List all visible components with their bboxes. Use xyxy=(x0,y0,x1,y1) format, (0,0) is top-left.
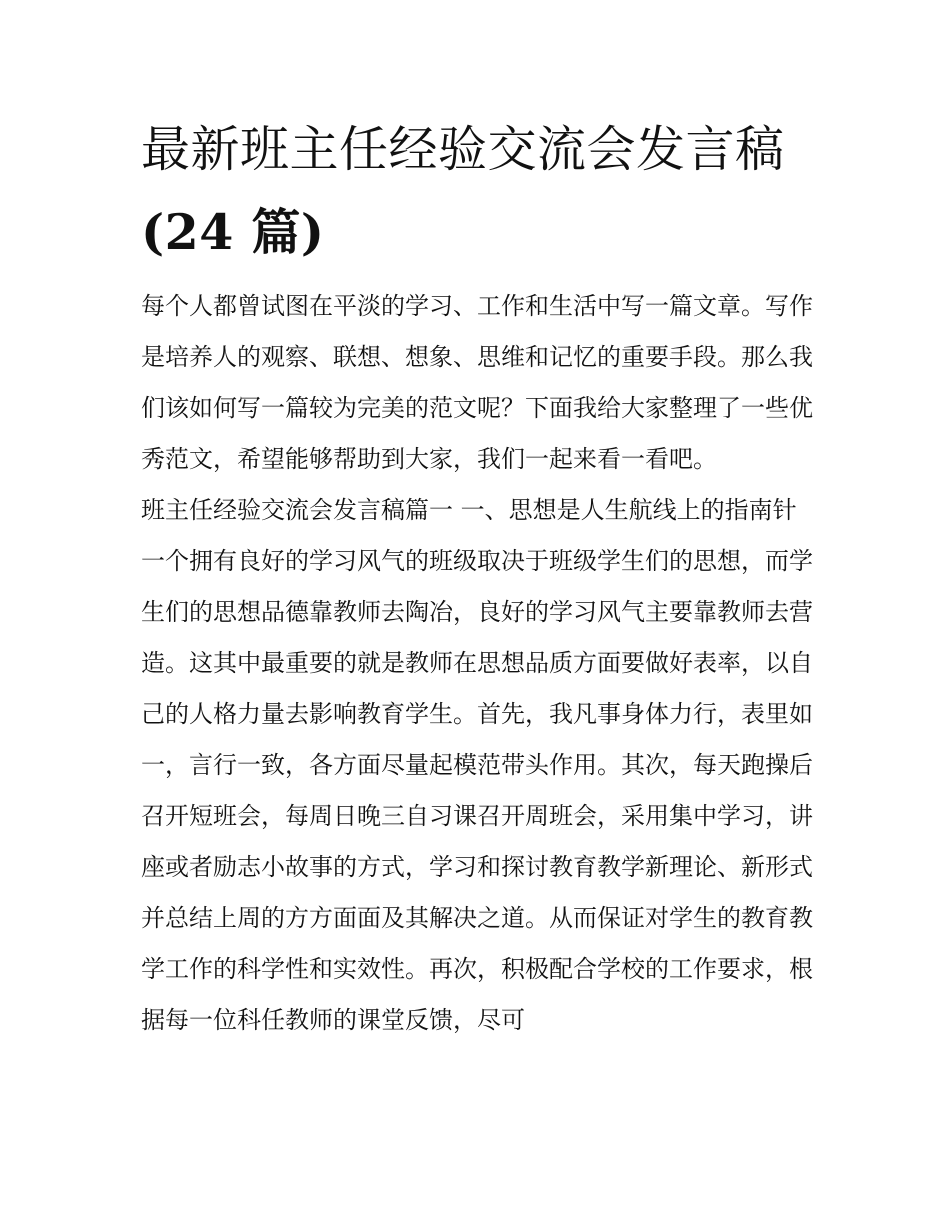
body-paragraph: 一个拥有良好的学习风气的班级取决于班级学生们的思想，而学生们的思想品德靠教师去陶冶，良好的学习风气主要靠教师去营造。这其中最重要的就是教师在思想品质方面要做好表率，以自己的人格力量去影响教育学生。首先，我凡事身体力行，表里如一，言行一致，各方面尽量起模范带头作用。其次，每天跑操后召开短班会，每周日晚三自习课召开周班会，采用集中学习，讲座或者励志小故事的方式，学习和探讨教育教学新理论、新形式并总结上周的方方面面及其解决之道。从而保证对学生的教育教学工作的科学性和实效性。再次，积极配合学校的工作要求，根据每一位科任教师的课堂反馈，尽可 xyxy=(141,547,813,1034)
document-page xyxy=(141,108,813,1046)
title-main: 最新班主任经验交流会发言稿 xyxy=(141,121,785,178)
title-suffix: (24 篇) xyxy=(141,203,325,261)
document-body xyxy=(141,281,813,1046)
document-title xyxy=(141,108,813,274)
intro-paragraph: 每个人都曾试图在平淡的学习、工作和生活中写一篇文章。写作是培养人的观察、联想、想象、思维和记忆的重要手段。那么我们该如何写一篇较为完美的范文呢？下面我给大家整理了一些优秀范文，希望能够帮助到大家，我们一起来看一看吧。 xyxy=(141,292,813,473)
section-heading: 班主任经验交流会发言稿篇一 一、思想是人生航线上的指南针 xyxy=(141,496,797,524)
